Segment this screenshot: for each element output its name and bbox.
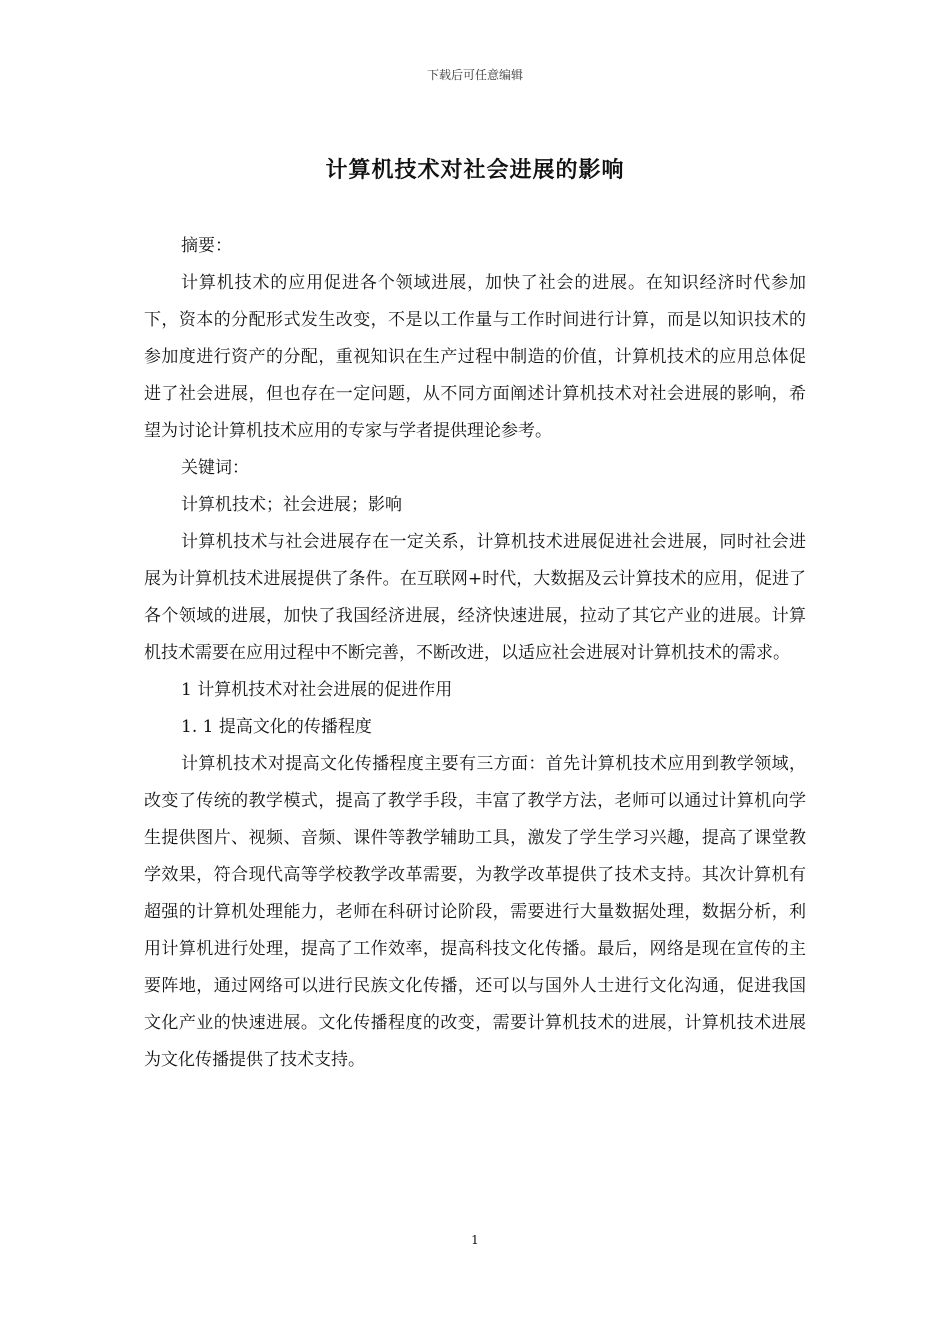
document-title: 计算机技术对社会进展的影响 [325,158,625,183]
abstract-label: 摘要： [181,236,232,256]
keywords-paragraph: 计算机技术；社会进展；影响 [181,495,402,515]
section-1-heading: 1 计算机技术对社会进展的促进作用 [181,680,453,700]
subsection-1-1-heading: 1. 1 提高文化的传播程度 [181,717,372,737]
abstract-paragraph: 计算机技术的应用促进各个领域进展，加快了社会的进展。在知识经济时代参加下，资本的分配形式发生改变，不是以工作量与工作时间进行计算，而是以知识技术的参加度进行资产的分配，重视知识在生产过程中制造的价值，计算机技术的应用总体促进了社会进展，但也存在一定问题，从不同方面阐述计算机技术对社会进展的影响，希望为讨论计算机技术应用的专家与学者提供理论参考。 [144,273,806,441]
intro-paragraph: 计算机技术与社会进展存在一定关系，计算机技术进展促进社会进展，同时社会进展为计算机技术进展提供了条件。在互联网+时代，大数据及云计算技术的应用，促进了各个领域的进展，加快了我国经济进展，经济快速进展，拉动了其它产业的进展。计算机技术需要在应用过程中不断完善，不断改进，以适应社会进展对计算机技术的需求。 [144,532,806,663]
subsection-1-1-paragraph: 计算机技术对提高文化传播程度主要有三方面：首先计算机技术应用到教学领域，改变了传统的教学模式，提高了教学手段，丰富了教学方法，老师可以通过计算机向学生提供图片、视频、音频、课件等教学辅助工具，激发了学生学习兴趣，提高了课堂教学效果，符合现代高等学校教学改革需要，为教学改革提供了技术支持。其次计算机有超强的计算机处理能力，老师在科研讨论阶段，需要进行大量数据处理，数据分析，利用计算机进行处理，提高了工作效率，提高科技文化传播。最后，网络是现在宣传的主要阵地，通过网络可以进行民族文化传播，还可以与国外人士进行文化沟通，促进我国文化产业的快速进展。文化传播程度的改变，需要计算机技术的进展，计算机技术进展为文化传播提供了技术支持。 [144,754,806,1070]
page-number: 1 [471,1233,479,1247]
document-body [144,228,806,1079]
page-header: 下载后可任意编辑 [426,68,523,82]
keywords-label: 关键词： [181,458,249,478]
